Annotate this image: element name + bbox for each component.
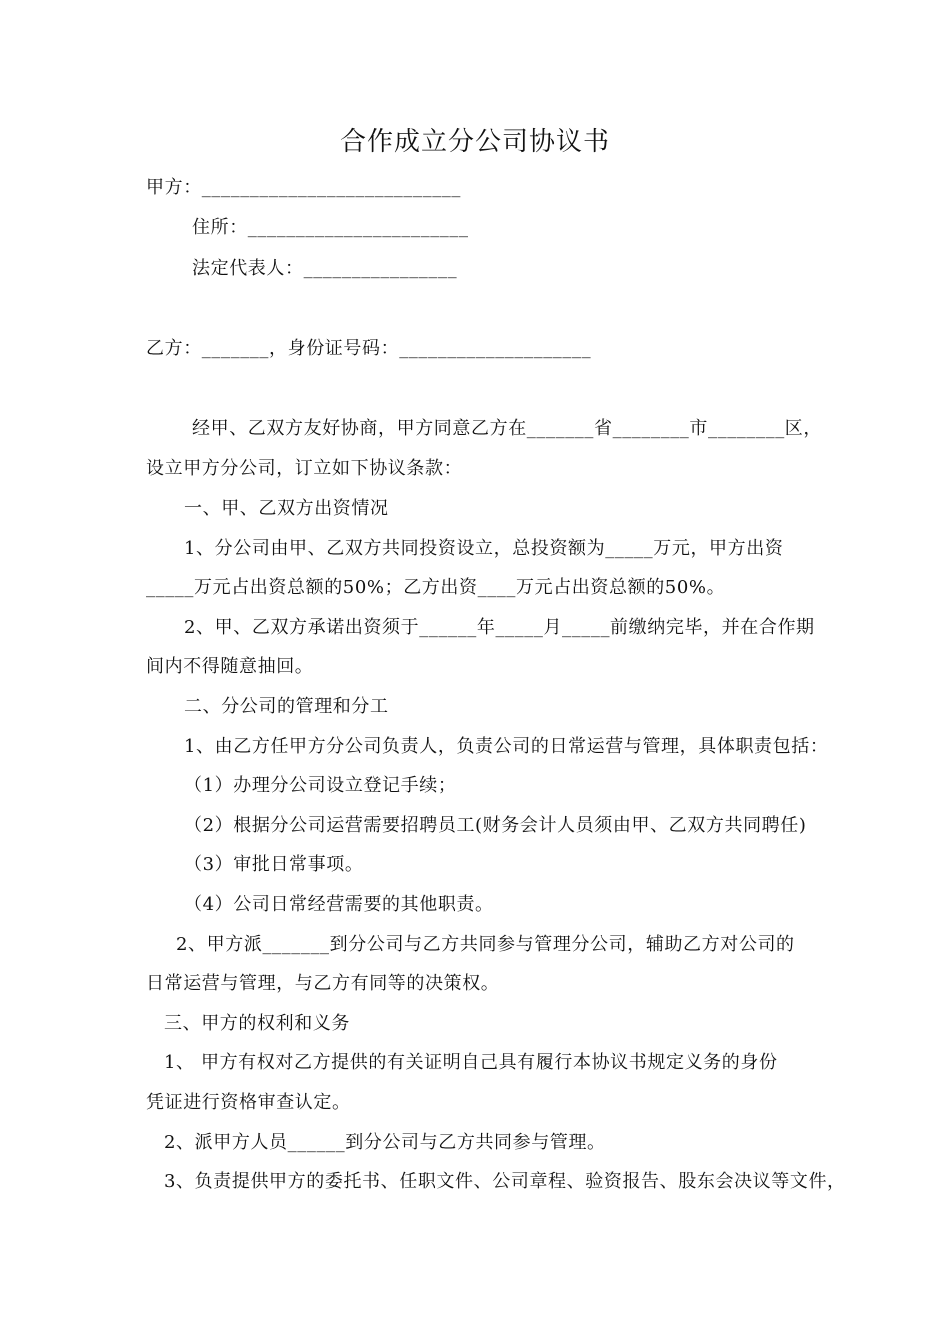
intro-paragraph-line-2: 设立甲方分公司，订立如下协议条款： [146,458,463,479]
section-2-subitem-4: （4）公司日常经营需要的其他职责。 [184,894,494,915]
section-3-heading: 三、甲方的权利和义务 [164,1013,350,1034]
section-1-item-1-line-1: 1、分公司由甲、乙双方共同投资设立，总投资额为_____万元，甲方出资 [184,538,784,559]
section-3-item-3: 3、负责提供甲方的委托书、任职文件、公司章程、验资报告、股东会决议等文件， [164,1171,846,1192]
section-2-subitem-2: （2）根据分公司运营需要招聘员工(财务会计人员须由甲、乙双方共同聘任) [184,815,807,836]
party-a-address-line: 住所：_______________________ [192,217,469,238]
section-2-item-2-line-2: 日常运营与管理，与乙方有同等的决策权。 [146,973,500,994]
section-1-item-2-line-1: 2、甲、乙双方承诺出资须于______年_____月_____前缴纳完毕，并在合作期 [184,617,815,638]
section-2-heading: 二、分公司的管理和分工 [184,696,389,717]
section-3-item-1-line-1: 1、 甲方有权对乙方提供的有关证明自己具有履行本协议书规定义务的身份 [164,1052,778,1073]
section-1-item-1-line-2: _____万元占出资总额的50%；乙方出资____万元占出资总额的50%。 [146,577,726,598]
section-2-subitem-3: （3）审批日常事项。 [184,854,364,875]
section-2-item-2-line-1: 2、甲方派_______到分公司与乙方共同参与管理分公司，辅助乙方对公司的 [176,934,795,955]
section-3-item-1-line-2: 凭证进行资格审查认定。 [146,1092,351,1113]
party-a-representative-line: 法定代表人：________________ [192,258,458,279]
section-1-item-2-line-2: 间内不得随意抽回。 [146,656,314,677]
section-2-item-1: 1、由乙方任甲方分公司负责人，负责公司的日常运营与管理，具体职责包括： [184,736,829,757]
document-title: 合作成立分公司协议书 [339,127,610,157]
party-b-line: 乙方：_______，身份证号码：____________________ [146,338,592,359]
party-a-line: 甲方：___________________________ [146,177,461,198]
section-3-item-2: 2、派甲方人员______到分公司与乙方共同参与管理。 [164,1132,606,1153]
section-1-heading: 一、甲、乙双方出资情况 [184,498,389,519]
intro-paragraph-line-1: 经甲、乙双方友好协商，甲方同意乙方在_______省________市________区， [192,418,822,439]
section-2-subitem-1: （1）办理分公司设立登记手续； [184,775,457,796]
